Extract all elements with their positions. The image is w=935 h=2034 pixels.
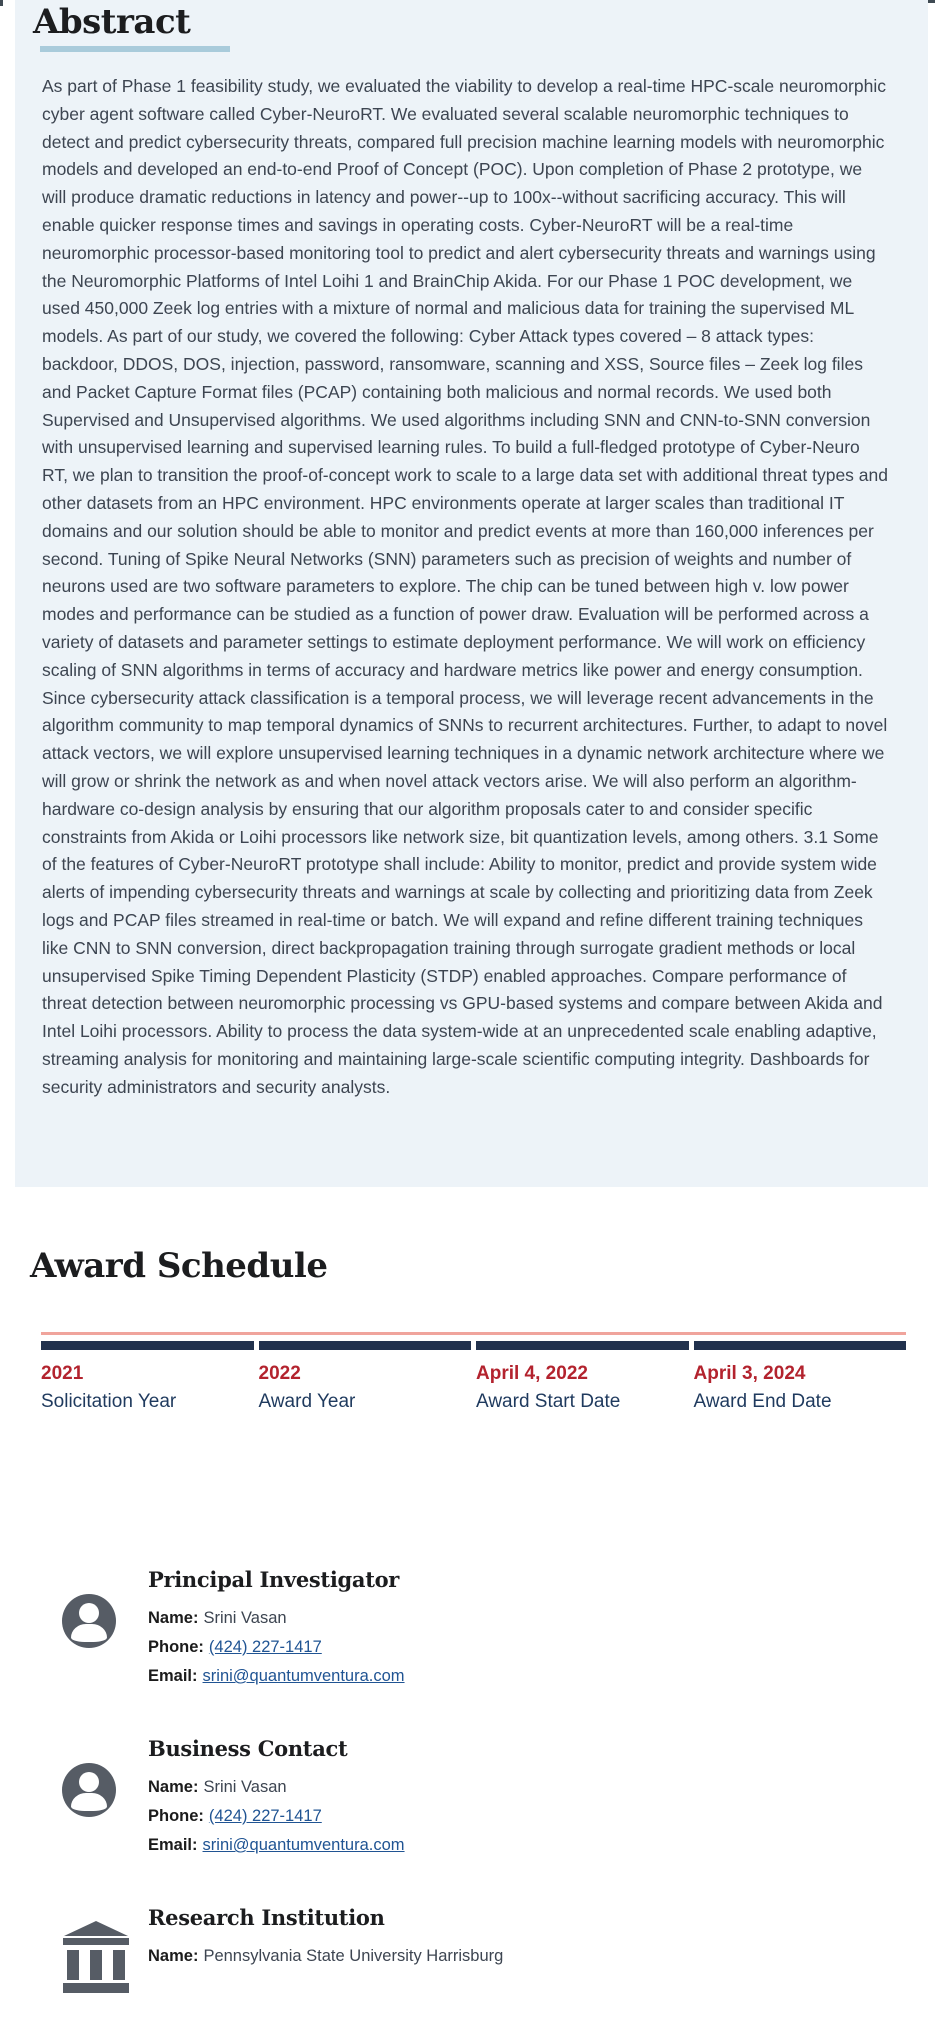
phone-link[interactable]: (424) 227-1417 [208,1638,322,1656]
timeline-item-award-start-date [476,1341,689,1414]
business-contact-block [62,1736,902,1864]
contact-name-row [148,1946,503,1966]
timeline-bar [259,1341,472,1350]
timeline-label: Award Year [258,1391,356,1412]
abstract-text: As part of Phase 1 feasibility study, we evaluated the viability to develop a real-time HPC-scale neuromorphic cyber agent software called Cyber-NeuroRT. We evaluated several scalable neuromorphic techniques to detect and predict cybersecurity threats, compared full precision machine learning models with neuromorphic models and developed an end-to-end Proof of Concept (POC). Upon completion of Phase 2 prototype, we will produce dramatic reductions in latency and power--up to 100x--without sacrificing accuracy. This will enable quicker response times and savings in operating costs. Cyber-NeuroRT will be a real-time neuromorphic processor-based monitoring tool to predict and alert cybersecurity threats and warnings using the Neuromorphic Platforms of Intel Loihi 1 and BrainChip Akida. For our Phase 1 POC development, we used 450,000 Zeek log entries with a mixture of normal and malicious data for training the supervised ML models. As part of our study, we covered the following: Cyber Attack types covered – 8 attack types: backdoor, DDOS, DOS, injection, password, ransomware, scanning and XSS, Source files – Zeek log files and Packet Capture Format files (PCAP) containing both malicious and normal records. We used both Supervised and Unsupervised algorithms. We used algorithms including SNN and CNN-to-SNN conversion with unsupervised learning and supervised learning rules. To build a full-fledged prototype of Cyber-Neuro RT, we plan to transition the proof-of-concept work to scale to a large data set with additional threat types and other datasets from an HPC environment. HPC environments operate at larger scales than traditional IT domains and our solution should be able to monitor and predict events at more than 160,000 inferences per second. Tuning of Spike Neural Networks (SNN) parameters such as precision of weights and number of neurons used are two software parameters to explore. The chip can be tuned between high v. low power modes and performance can be studied as a function of power draw. Evaluation will be performed across a variety of datasets and parameter settings to estimate deployment performance. We will work on efficiency scaling of SNN algorithms in terms of accuracy and hardware metrics like power and energy consumption. Since cybersecurity attack classification is a temporal process, we will leverage recent advancements in the algorithm community to map temporal dynamics of SNNs to recurrent architectures. Further, to adapt to novel attack vectors, we will explore unsupervised learning techniques in a dynamic network architecture where we will grow or shrink the network as and when novel attack vectors arise. We will also perform an algorithm-hardware co-design analysis by ensuring that our algorithm proposals cater to and consider specific constraints from Akida or Loihi processors like network size, bit quantization levels, among others. 3.1 Some of the features of Cyber-NeuroRT prototype shall include: Ability to monitor, predict and provide system wide alerts of impending cybersecurity threats and warnings at scale by collecting and prioritizing data from Zeek logs and PCAP files streamed in real-time or batch. We will expand and refine different training techniques like CNN to SNN conversion, direct backpropagation training through surrogate gradient methods or local unsupervised Spike Timing Dependent Plasticity (STDP) enabled approaches. Compare performance of threat detection between neuromorphic processing vs GPU-based systems and compare between Akida and Intel Loihi processors. Ability to process the data system-wide at an unprecedented scale enabling adaptive, streaming analysis for monitoring and maintaining large-scale scientific computing integrity. Dashboards for security administrators and security analysts. [42,76,888,1097]
timeline-bar [476,1341,689,1350]
person-icon [62,1594,116,1648]
contact-email-row [148,1666,405,1686]
row-label: Phone: [148,1638,204,1656]
timeline-value: 2021 [41,1363,84,1384]
institution-icon [62,1921,130,1993]
row-label: Email: [148,1836,198,1854]
timeline-label: Solicitation Year [41,1391,177,1412]
abstract-section [15,0,928,1187]
timeline-value: April 4, 2022 [476,1363,588,1384]
timeline-item-solicitation-year [41,1341,254,1414]
page-left-edge-mark [0,0,3,6]
row-value: Srini Vasan [203,1778,287,1796]
award-schedule-heading: Award Schedule [30,1246,328,1286]
email-link[interactable]: srini@quantumventura.com [202,1667,405,1685]
row-label: Name: [148,1609,199,1627]
contact-heading: Research Institution [148,1905,385,1930]
contact-heading: Principal Investigator [148,1567,400,1592]
contact-phone-row [148,1806,405,1826]
contacts-section [62,1567,902,2034]
timeline-bar [41,1341,254,1350]
person-icon [62,1763,116,1817]
timeline-bar [694,1341,907,1350]
abstract-heading: Abstract [33,2,191,42]
abstract-heading-underline [40,46,230,52]
row-label: Phone: [148,1807,204,1825]
timeline-label: Award Start Date [476,1391,621,1412]
award-timeline [41,1332,906,1414]
row-label: Name: [148,1778,199,1796]
timeline-value: 2022 [258,1363,301,1384]
research-institution-block [62,1905,902,1993]
row-label: Name: [148,1947,199,1965]
email-link[interactable]: srini@quantumventura.com [202,1836,405,1854]
contact-name-row [148,1777,405,1797]
contact-heading: Business Contact [148,1736,348,1761]
row-label: Email: [148,1667,198,1685]
contact-name-row [148,1608,405,1628]
timeline-track-line [41,1332,906,1335]
contact-email-row [148,1835,405,1855]
row-value: Srini Vasan [203,1609,287,1627]
timeline-item-award-year [259,1341,472,1414]
principal-investigator-block [62,1567,902,1695]
timeline-value: April 3, 2024 [693,1363,806,1384]
timeline-label: Award End Date [693,1391,832,1412]
phone-link[interactable]: (424) 227-1417 [208,1807,322,1825]
award-schedule-section [30,1247,906,1414]
row-value: Pennsylvania State University Harrisburg [203,1947,504,1965]
contact-phone-row [148,1637,405,1657]
timeline-item-award-end-date [694,1341,907,1414]
